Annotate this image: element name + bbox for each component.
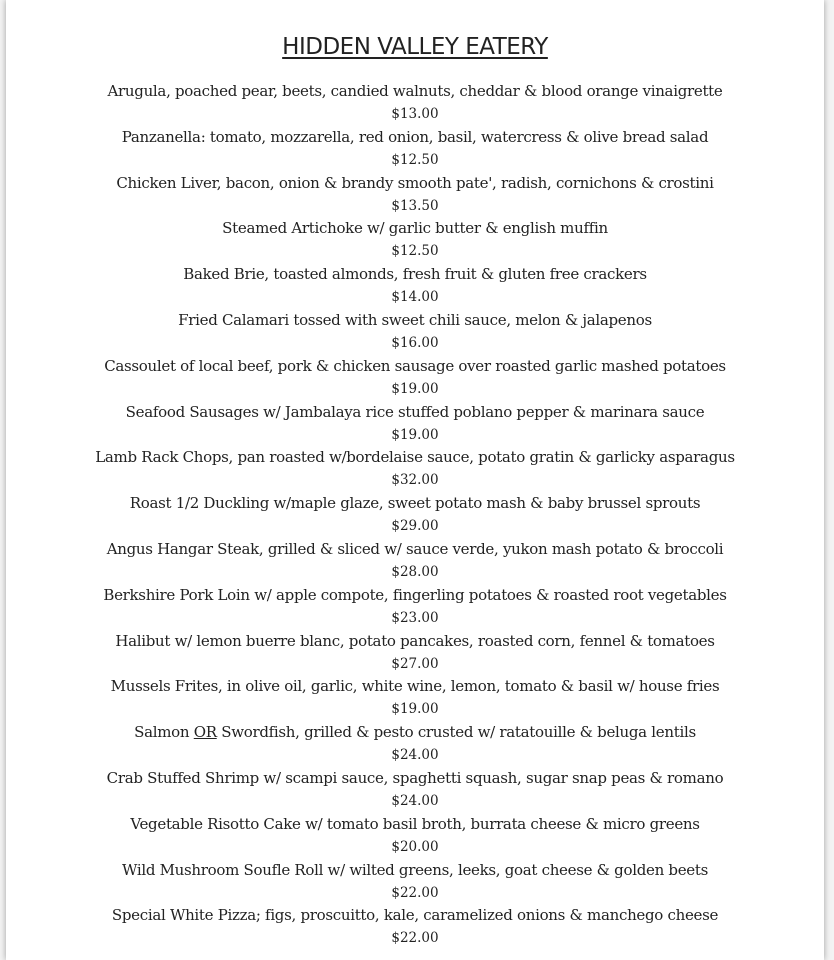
dish-price: $12.50 [391,243,439,260]
dish-name: Seafood Sausages w/ Jambalaya rice stuffed poblano pepper & marinara sauce [125,402,705,421]
dish-name: Cassoulet of local beef, pork & chicken sausage over roasted garlic mashed potatoes [104,356,726,375]
menu-item [6,630,824,676]
dish-name [6,721,824,744]
dish-price: $24.00 [391,747,439,764]
menu-item [6,813,824,859]
dish-price: $19.00 [391,701,439,718]
dish-name: Baked Brie, toasted almonds, fresh fruit & gluten free crackers [183,265,647,284]
menu-item [6,80,824,126]
dish-name-part: Salmon [134,723,194,742]
dish-name: Chicken Liver, bacon, onion & brandy smooth pate', radish, cornichons & crostini [116,173,714,192]
or-underlined: OR [193,723,217,742]
dish-price: $22.00 [391,930,439,947]
dish-price: $28.00 [391,563,439,580]
menu-page [6,0,824,960]
dish-name: Fried Calamari tossed with sweet chili sauce, melon & jalapenos [178,310,652,329]
dish-price: $22.00 [391,884,439,901]
menu-item [6,355,824,401]
dish-name: Arugula, poached pear, beets, candied walnuts, cheddar & blood orange vinaigrette [107,82,723,100]
menu-item [6,859,824,905]
menu-item [6,401,824,447]
dish-price: $12.50 [391,151,439,168]
dish-name: Panzanella: tomato, mozzarella, red onion, basil, watercress & olive bread salad [121,127,709,146]
dish-name: Mussels Frites, in olive oil, garlic, white wine, lemon, tomato & basil w/ house fries [110,677,720,696]
dish-name: Angus Hangar Steak, grilled & sliced w/ sauce verde, yukon mash potato & broccoli [106,539,724,558]
menu-item [6,263,824,309]
dish-price: $16.00 [391,334,439,351]
menu-item [6,904,824,950]
dish-name-part: Swordfish, grilled & pesto crusted w/ ratatouille & beluga lentils [216,723,696,742]
dish-price: $24.00 [391,792,439,809]
restaurant-title: HIDDEN VALLEY EATERY [282,34,548,60]
dish-price: $13.00 [391,106,439,122]
dish-name: Berkshire Pork Loin w/ apple compote, fingerling potatoes & roasted root vegetables [103,585,727,604]
dish-price: $19.00 [391,426,439,443]
dish-price: $20.00 [391,838,439,855]
dish-price: $23.00 [391,609,439,626]
dish-price: $32.00 [391,472,439,489]
menu-item [6,126,824,172]
dish-price: $29.00 [391,518,439,535]
dish-name: Special White Pizza; figs, proscuitto, kale, caramelized onions & manchego cheese [111,906,719,925]
menu-item [6,721,824,767]
menu-item [6,172,824,218]
dish-name: Wild Mushroom Soufle Roll w/ wilted greens, leeks, goat cheese & golden beets [121,860,708,879]
dish-name: Lamb Rack Chops, pan roasted w/bordelaise sauce, potato gratin & garlicky asparagus [95,448,735,467]
menu-item [6,492,824,538]
menu-item [6,446,824,492]
menu-list [6,80,824,950]
dish-name: Halibut w/ lemon buerre blanc, potato pancakes, roasted corn, fennel & tomatoes [115,631,715,650]
dish-name: Crab Stuffed Shrimp w/ scampi sauce, spaghetti squash, sugar snap peas & romano [106,768,724,787]
menu-item [6,675,824,721]
dish-price: $14.00 [391,289,439,306]
dish-price: $19.00 [391,380,439,397]
dish-price: $27.00 [391,655,439,672]
dish-name: Steamed Artichoke w/ garlic butter & english muffin [222,219,608,238]
dish-name: Roast 1/2 Duckling w/maple glaze, sweet potato mash & baby brussel sprouts [129,494,701,513]
menu-item [6,767,824,813]
menu-item [6,538,824,584]
dish-name: Vegetable Risotto Cake w/ tomato basil broth, burrata cheese & micro greens [130,814,700,833]
menu-item [6,217,824,263]
menu-item [6,584,824,630]
menu-item [6,309,824,355]
dish-price: $13.50 [391,197,439,214]
